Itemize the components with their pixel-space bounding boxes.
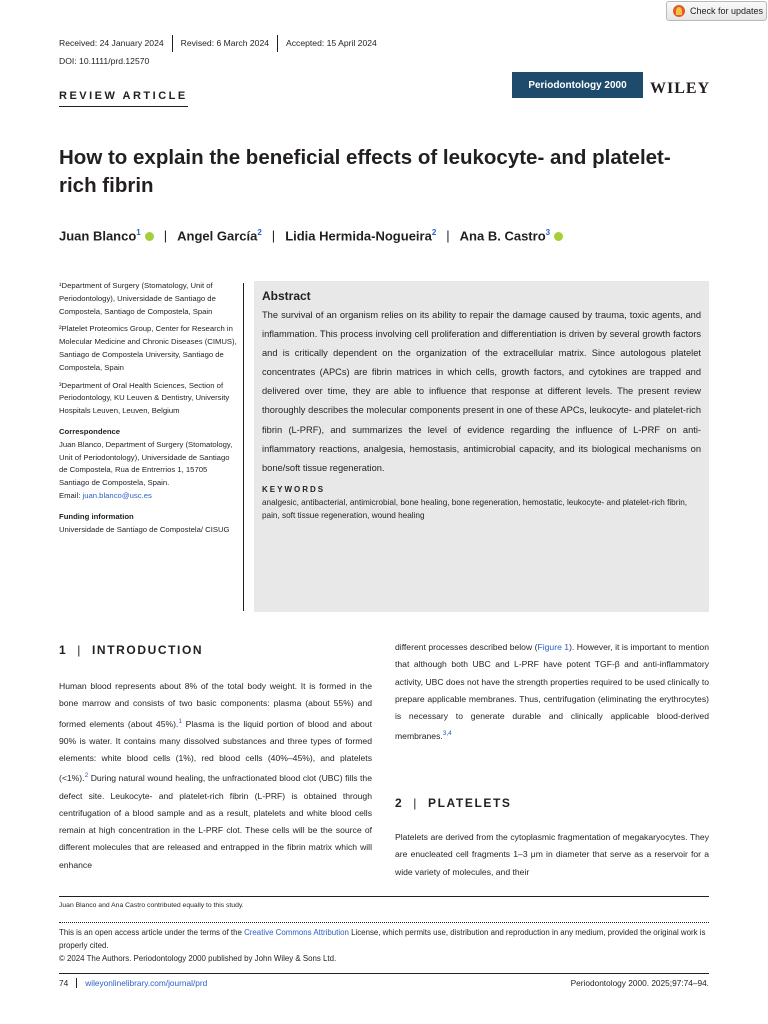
correspondence-heading: Correspondence xyxy=(59,426,121,436)
article-dates xyxy=(59,35,385,52)
author[interactable]: Ana B. Castro$^3$ xyxy=(460,228,563,243)
journal-badge: Periodontology 2000 xyxy=(512,72,643,98)
author-separator: | xyxy=(271,228,276,244)
author-separator: | xyxy=(446,228,450,244)
article-title: How to explain the beneficial effects of leukocyte- and platelet-rich fibrin xyxy=(59,146,671,197)
section-heading-platelets: 2 | PLATELETS xyxy=(395,796,512,810)
section-heading-introduction: 1 | INTRODUCTION xyxy=(59,643,204,657)
received-date: Received: 24 January 2024 xyxy=(59,38,164,48)
affiliations xyxy=(59,280,237,541)
revised-date: Revised: 6 March 2024 xyxy=(172,35,277,52)
footnote: Juan Blanco and Ana Castro contributed equally to this study. xyxy=(59,902,244,909)
affiliation-3: ³Department of Oral Health Sciences, Section of Periodontology, KU Leuven & Dentistry, University Hospitals Leuven, Leuven, Belgium xyxy=(59,380,230,416)
citation-line: Periodontology 2000. 2025;97:74–94. xyxy=(570,978,709,988)
introduction-continued: different processes described below (Figure 1). However, it is important to mention that although both UBC and L-PRF have potent TGF-β and anti-inflammatory activity, UBC does not have the strength properties required to be used clinically to prepare applicable membranes. Thus, centrifugation (eliminating the erythrocytes) is necessary to generate durable and clinically applicable blood-derived membranes.$^{3,4}$ xyxy=(395,642,709,742)
column-divider xyxy=(243,283,244,611)
publisher-logo: WILEY xyxy=(650,80,711,97)
keywords-heading: KEYWORDS xyxy=(262,484,326,494)
author[interactable]: Lidia Hermida-Nogueira$^2$ xyxy=(285,228,437,244)
abstract-heading: Abstract xyxy=(262,289,311,303)
keywords: analgesic, antibacterial, antimicrobial, bone healing, bone regeneration, hemostatic, leukocyte- and platelet-rich fibrin, pain, soft tissue regeneration, wound healing xyxy=(262,497,688,521)
citation-link[interactable]: 3,4 xyxy=(442,730,452,738)
author[interactable]: Juan Blanco$^1$ xyxy=(59,228,154,243)
introduction-paragraph: Human blood represents about 8% of the total body weight. It is formed in the bone marrow and consists of two basic components: plasma (about 55%) and formed elements (about 45%).$^1$ Plasma is the liquid portion of blood and about 90% is water. It contains many dissolved substances and three types of formed elements: white blood cells (1%), red blood cells (40%–45%), and platelets (<1%).$^2$ During natural wound healing, the unfractionated blood clot (UBC) fills the defect site. Leukocyte- and platelet-rich fibrin (L-PRF) is obtained through centrifugation of a blood sample and as a result, platelets and white blood cells remain at high concentration in the L-PRF clot. These cells will be the source of different molecules that are released and entrapped in the fibrin matrix which will enhance xyxy=(59,681,372,870)
funding: Universidade de Santiago de Compostela/ CISUG xyxy=(59,524,230,534)
funding-heading: Funding information xyxy=(59,511,134,521)
doi: DOI: 10.1111/prd.12570 xyxy=(59,56,150,66)
orcid-icon[interactable] xyxy=(145,232,154,241)
abstract-box xyxy=(254,281,709,612)
footer-left xyxy=(59,978,207,988)
author-separator: | xyxy=(163,228,168,244)
check-for-updates-button[interactable] xyxy=(666,1,767,21)
author-list xyxy=(59,228,563,243)
abstract-body: The survival of an organism relies on its ability to repair the damage caused by trauma, toxic agents, and inflammation. This process involving cell proliferation and differentiation is driven by several growth factors and is critically dependent on the organization of the extracellular matrix. Since autologous platelet concentrates (APCs) are fibrin matrices in which cells, growth factors, and cytokines are trapped and delivered over time, they are able to influence that response at different levels. The present review thoroughly describes the molecular components present in one of these APCs, leukocyte- and platelet-rich fibrin (L-PRF), and summarizes the level of evidence regarding the influence of L-PRF on anti-inflammatory reactions, analgesia, hemostasis, antimicrobial capacity, and its biological mechanisms on bone/soft tissue regeneration. xyxy=(262,310,701,473)
journal-url-link[interactable]: wileyonlinelibrary.com/journal/prd xyxy=(85,978,208,988)
license-notice: This is an open access article under the terms of the Creative Commons Attribution License, which permits use, distribution and reproduction in any medium, provided the original work is properly cited. © 2024 The Authors. Periodontology 2000 published by John Wiley & Sons Ltd. xyxy=(59,928,706,963)
author[interactable]: Angel García$^2$ xyxy=(177,228,262,244)
email-line: Email: juan.blanco@usc.es xyxy=(59,490,152,500)
check-updates-icon xyxy=(673,5,685,17)
page-number: 74 xyxy=(59,978,77,988)
license-rule xyxy=(59,922,709,923)
platelets-paragraph: Platelets are derived from the cytoplasmic fragmentation of megakaryocytes. They are enucleated cell fragments 1–3 μm in diameter that serve as a reservoir for a wide variety of molecules, and their xyxy=(395,832,709,877)
footer-rule xyxy=(59,973,709,974)
correspondence: Juan Blanco, Department of Surgery (Stomatology, Unit of Periodontology), Universidade de Santiago de Compostela, Rua de Entrerrios 1, 15705 Santiago de Compostela, Spain. xyxy=(59,439,233,488)
footnote-rule xyxy=(59,896,709,897)
citation-link[interactable]: 1 xyxy=(178,717,182,725)
article-type: REVIEW ARTICLE xyxy=(59,90,188,107)
affiliation-1: ¹Department of Surgery (Stomatology, Unit of Periodontology), Universidade de Santiago de Compostela, Santiago de Compostela, Spain xyxy=(59,281,216,316)
copyright: © 2024 The Authors. Periodontology 2000 published by John Wiley & Sons Ltd. xyxy=(59,954,337,963)
license-link[interactable]: Creative Commons Attribution xyxy=(244,928,349,937)
accepted-date: Accepted: 15 April 2024 xyxy=(277,35,385,52)
orcid-icon[interactable] xyxy=(554,232,563,241)
email-link[interactable]: juan.blanco@usc.es xyxy=(82,490,152,500)
check-updates-label: Check for updates xyxy=(690,6,764,16)
affiliation-2: ²Platelet Proteomics Group, Center for Research in Molecular Medicine and Chronic Diseases (CIMUS), Santiago de Compostela University, Santiago de Compostela, Spain xyxy=(59,324,237,372)
citation-link[interactable]: 2 xyxy=(84,772,89,780)
figure-link[interactable]: Figure 1 xyxy=(537,642,570,652)
